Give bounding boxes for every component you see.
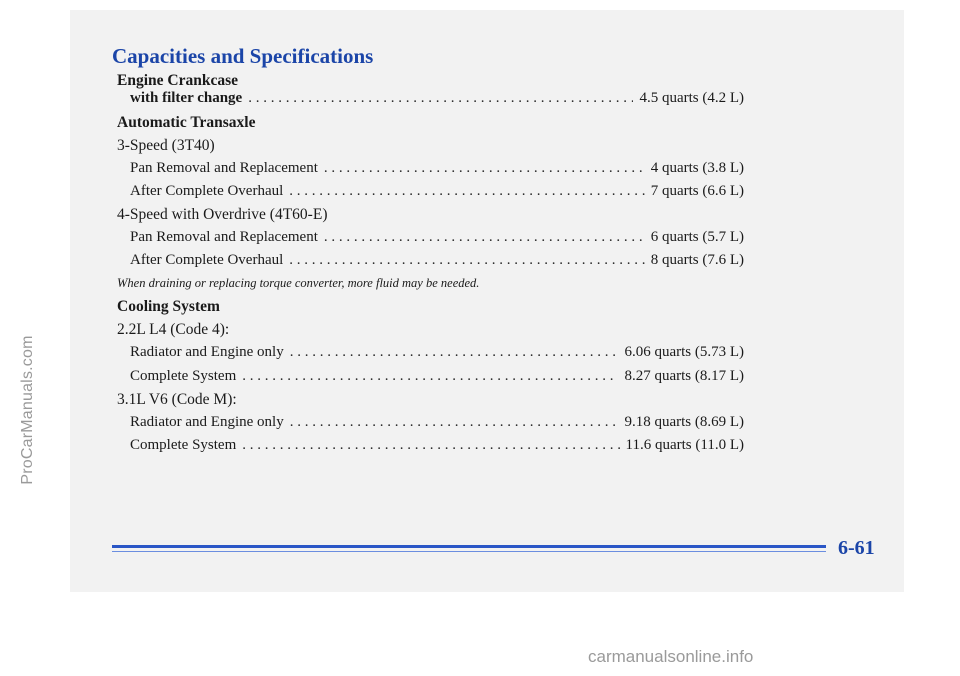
spec-row <box>130 344 744 361</box>
spec-label: with filter change <box>130 90 243 106</box>
side-watermark: ProCarManuals.com <box>19 335 36 485</box>
spec-label: Radiator and Engine only <box>130 414 284 430</box>
three-speed-label: 3-Speed (3T40) <box>117 137 215 154</box>
engine-crankcase-heading: Engine Crankcase <box>117 72 238 89</box>
spec-row <box>130 414 744 431</box>
dot-leader <box>289 183 644 200</box>
torque-converter-note: When draining or replacing torque converter, more fluid may be needed. <box>117 276 480 290</box>
spec-value: 7 quarts (6.6 L) <box>650 183 744 199</box>
four-speed-label: 4-Speed with Overdrive (4T60-E) <box>117 206 328 223</box>
spec-row <box>130 90 744 107</box>
spec-label: Pan Removal and Replacement <box>130 160 318 176</box>
spec-label: Pan Removal and Replacement <box>130 229 318 245</box>
spec-row <box>130 368 744 385</box>
dot-leader <box>248 90 633 107</box>
page-number: 6-61 <box>838 537 875 559</box>
spec-label: Complete System <box>130 437 237 453</box>
spec-label: After Complete Overhaul <box>130 183 284 199</box>
l4-engine-label: 2.2L L4 (Code 4): <box>117 321 230 338</box>
spec-label: After Complete Overhaul <box>130 252 284 268</box>
footer-rule <box>112 545 826 548</box>
spec-row <box>130 252 744 269</box>
spec-row <box>130 437 744 454</box>
dot-leader <box>290 414 619 431</box>
dot-leader <box>242 368 618 385</box>
spec-value: 4.5 quarts (4.2 L) <box>639 90 744 106</box>
spec-value: 9.18 quarts (8.69 L) <box>624 414 744 430</box>
v6-engine-label: 3.1L V6 (Code M): <box>117 391 237 408</box>
spec-row <box>130 160 744 177</box>
page-title: Capacities and Specifications <box>112 44 374 68</box>
dot-leader <box>290 344 619 361</box>
dot-leader <box>324 229 645 246</box>
spec-row <box>130 183 744 200</box>
dot-leader <box>242 437 619 454</box>
spec-value: 8.27 quarts (8.17 L) <box>624 368 744 384</box>
spec-value: 4 quarts (3.8 L) <box>650 160 744 176</box>
spec-label: Radiator and Engine only <box>130 344 284 360</box>
dot-leader <box>289 252 644 269</box>
spec-value: 11.6 quarts (11.0 L) <box>625 437 744 453</box>
footer-rule-thin <box>112 551 826 552</box>
spec-value: 8 quarts (7.6 L) <box>650 252 744 268</box>
dot-leader <box>324 160 645 177</box>
footer-watermark: carmanualsonline.info <box>588 647 754 666</box>
spec-row <box>130 229 744 246</box>
spec-value: 6 quarts (5.7 L) <box>650 229 744 245</box>
spec-value: 6.06 quarts (5.73 L) <box>624 344 744 360</box>
cooling-system-heading: Cooling System <box>117 298 220 315</box>
spec-label: Complete System <box>130 368 237 384</box>
automatic-transaxle-heading: Automatic Transaxle <box>117 114 256 131</box>
